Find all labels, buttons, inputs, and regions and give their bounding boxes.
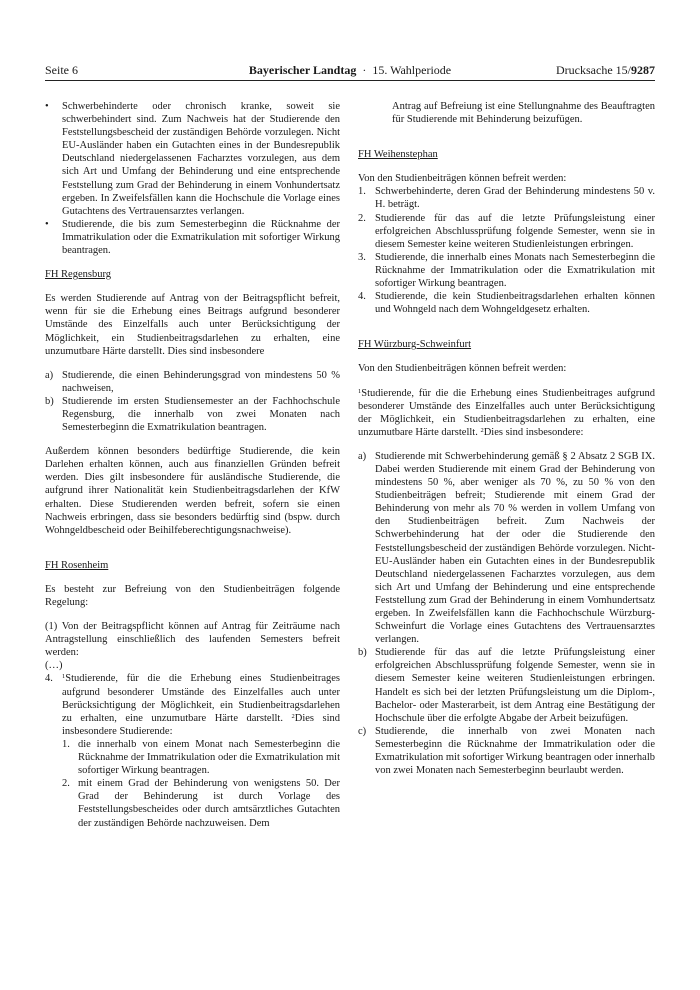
- list-marker: a): [45, 369, 54, 381]
- print-label: Drucksache 15/: [556, 63, 631, 77]
- header-rule: [45, 80, 655, 81]
- sub-list-item: [62, 777, 340, 829]
- paragraph: Von den Studienbeiträgen können befreit werden:: [358, 363, 567, 375]
- ellipsis: (…): [45, 660, 63, 672]
- print-number: 9287: [631, 63, 655, 77]
- list-marker: b): [45, 395, 54, 407]
- list-text: Studierende mit Schwerbehinderung gemäß § 2 Absatz 2 SGB IX. Dabei werden Studierende mit einem Grad der Behinderung von mindestens 50 %, aber weniger als 70 %, zu 50 % von den Studienbeiträgen befreit; Studierende mit einem Grad der Behinderung von mehr als 70 % werden in vollem Umfang von den Studienbeiträgen befreit. Zum Nachweis der Schwerbehinderung hat der oder die Studierende den Feststellungsbescheid der zuständigen Behörde vorzulegen. Nicht-EU-Ausländer haben ein Gutachten eines in der Bundesrepublik Deutschland niedergelassenen Facharztes vorzulegen, aus dem sich Art und Umfang der Behinderung und eine entsprechende Feststellung zum Grad der Behinderung in einem Vomhundertsatz ergeben. In Zweifelsfällen kann die Fachhochschule Würzburg-Schweinfurt die Vorlage eines Gutachtens des Vertrauensarztes verlangen.: [375, 450, 655, 646]
- paragraph-text: Dies sind insbesondere:: [483, 426, 584, 438]
- list-marker: 4.: [358, 291, 366, 303]
- list-marker: (1): [45, 621, 58, 633]
- right-column: [358, 100, 655, 788]
- bullet-item: [45, 100, 340, 218]
- list-item: [358, 450, 655, 646]
- list-text: mit einem Grad der Behinderung von wenigstens 50. Der Grad der Behinderung ist durch Vorlage des Feststellungsbescheides oder durch amtsärztliches Gutachten der zuständigen Behörde nachzuweisen. Dem: [78, 778, 340, 829]
- list-marker: 2.: [358, 212, 366, 224]
- page-header: [45, 62, 655, 82]
- list-item: [358, 251, 655, 290]
- continued-text: Antrag auf Befreiung ist eine Stellungnahme des Beauftragten für Studierende mit Behinderung beizufügen.: [392, 101, 655, 126]
- list-text: Von der Beitragspflicht können auf Antrag für Zeiträume nach Antragstellung einschließlich des laufenden Semesters befreit werden:: [45, 621, 341, 659]
- list-item: [358, 725, 655, 777]
- bullet-text: Schwerbehinderte oder chronisch kranke, soweit sie schwerbehindert sind. Zum Nachweis hat der Studierende den Feststellungsbescheid der zuständigen Behörde vorzulegen. Nicht EU-Ausländer haben ein Gutachten eines in der Bundesrepublik Deutschland niedergelassenen Facharztes vorzulegen, aus dem sich Art und Umfang der Behinderung und eine entsprechende Feststellung zum Grad der Behinderung in einem Vonhundertsatz ergeben. In Zweifelsfällen kann die Hochschule die Vorlage eines Gutachtens des Vertrauensarztes verlangen.: [62, 101, 340, 217]
- wuerzburg-list: [358, 450, 655, 777]
- section-heading-rosenheim: FH Rosenheim: [45, 559, 109, 571]
- list-marker: a): [358, 450, 367, 462]
- list-text: Schwerbehinderte, deren Grad der Behinderung mindestens 50 v. H. beträgt.: [375, 186, 655, 211]
- list-text: Studierende für das auf die letzte Prüfungsleistung einer erfolgreichen Abschlussprüfung folgende Semester, wenn sie in diesem Semester keine weiteren Studienleistungen erbringen.: [375, 212, 655, 250]
- list-text: Studierende, die kein Studienbeitragsdarlehen erhalten können und Wohngeld nach dem Wohngeldgesetz erhalten.: [375, 291, 655, 316]
- section-heading-wuerzburg: FH Würzburg-Schweinfurt: [358, 339, 472, 351]
- legislative-period: 15. Wahlperiode: [372, 63, 452, 77]
- bullet-text: Studierende, die bis zum Semesterbeginn die Rücknahme der Immatrikulation oder die Exmatrikulation mit sofortiger Wirkung beantragen.: [62, 218, 340, 257]
- page-number: Seite 6: [45, 63, 78, 77]
- list-marker: c): [358, 725, 367, 737]
- spacer: [45, 548, 340, 559]
- spacer: [358, 327, 655, 338]
- paragraph-text: Studierende, für die die Erhebung eines Studienbeitrages aufgrund besonderer Umstände des Einzelfalles auch unter Berücksichtigung der Möglichkeit, ein Studienbeitragsdarlehen zu erhalten, eine unzumutbare Härte darstellt.: [358, 387, 655, 438]
- list-text: Dies sind insbesondere Studierende:: [62, 712, 340, 737]
- list-text: Studierende, die einen Behinderungsgrad von mindestens 50 % nachweisen,: [62, 369, 340, 394]
- sentence-number: 1: [358, 387, 362, 395]
- list-text: Studierende, die innerhalb eines Monats nach Semesterbeginn die Rücknahme der Immatrikulation oder die Exmatrikulation mit sofortiger Wirkung beantragen.: [375, 251, 655, 290]
- list-item: [45, 369, 340, 395]
- list-text: Studierende für das auf die letzte Prüfungsleistung einer erfolgreichen Abschlussprüfung folgende Semester, wenn sie in diesem Semester keine weiteren Studienleistungen erbringen. Handelt es sich bei der letzten Prüfungsleistung um die Diplom-, Bachelor- oder Masterarbeit, ist dem Antrag eine Bestätigung der Hochschule über die erfolgte Abgabe der Arbeit beizufügen.: [375, 647, 655, 724]
- list-marker: 1.: [358, 186, 366, 198]
- sentence-number: 2: [480, 426, 484, 434]
- bullet-marker: •: [45, 101, 49, 112]
- list-text: Studierende, die innerhalb von zwei Monaten nach Semesterbeginn die Rücknahme der Immatrikulation oder die Exmatrikulation mit sofortiger Wirkung beantragen oder innerhalb von zwei Monaten nach Semesterbeginn beurlaubt werden.: [375, 725, 655, 777]
- paragraph: [358, 387, 655, 439]
- header-separator: ·: [362, 63, 367, 77]
- spacer: [358, 137, 655, 148]
- paragraph: Es besteht zur Befreiung von den Studienbeiträgen folgende Regelung:: [45, 583, 340, 608]
- list-marker: 1.: [62, 738, 70, 750]
- weihenstephan-list: [358, 185, 655, 316]
- sentence-number: 1: [62, 673, 66, 681]
- paragraph: Außerdem können besonders bedürftige Studierende, die kein Darlehen erhalten können, auch aus finanziellen Gründen befreit werden. Dies gilt insbesondere für ausländische Studierende, die aufgrund ihrer Nationalität kein Studienbeitragsdarlehen der KfW erhalten. Diese Studierenden werden befreit, sofern sie einen Nachweis erbringen, dass sie besonders bedürftig sind (bspw. durch Wohngeldbescheid oder Beihilfeberechtigungsnachweise).: [45, 446, 340, 536]
- list-item: [358, 646, 655, 725]
- list-item: [358, 212, 655, 251]
- list-text: Studierende, für die die Erhebung eines Studienbeitrages aufgrund besonderer Umstände des Einzelfalles auch unter Berücksichtigung der Möglichkeit, ein Studienbeitragsdarlehen zu erhalten, eine unzumutbare Härte darstellt.: [62, 673, 340, 724]
- list-item: [45, 395, 340, 434]
- sentence-number: 2: [291, 712, 295, 720]
- sub-list-item: [62, 738, 340, 777]
- paragraph: Von den Studienbeiträgen können befreit werden:: [358, 173, 567, 185]
- list-marker: 2.: [62, 778, 70, 790]
- regensburg-list: [45, 369, 340, 434]
- rosenheim-rule-4: [45, 672, 340, 829]
- left-column: [45, 100, 340, 830]
- section-heading-regensburg: FH Regensburg: [45, 269, 112, 281]
- rosenheim-rule-1: [45, 620, 340, 659]
- list-item: [358, 185, 655, 211]
- bullet-item: [45, 218, 340, 257]
- parliament-name: Bayerischer Landtag: [248, 63, 357, 77]
- section-heading-weihenstephan: FH Weihenstephan: [358, 149, 438, 161]
- list-marker: 4.: [45, 673, 53, 685]
- bullet-list: [45, 100, 340, 257]
- paragraph: Es werden Studierende auf Antrag von der Beitragspflicht befreit, wenn für sie die Erhebung eines Beitrags aufgrund besonderer Umstände des Einzelfalls auch unter Berücksichtigung der Möglichkeit, ein Studienbeitragsdarlehen zu erhalten, eine unzumutbare Härte darstellt. Dies sind insbesondere: [45, 293, 340, 357]
- bullet-marker: •: [45, 218, 49, 230]
- list-marker: 3.: [358, 251, 366, 263]
- print-reference: [556, 62, 655, 78]
- list-marker: b): [358, 647, 367, 659]
- list-text: die innerhalb von einem Monat nach Semesterbeginn die Rücknahme der Immatrikulation oder die Exmatrikulation mit sofortiger Wirkung beantragen.: [78, 738, 340, 777]
- list-text: Studierende im ersten Studiensemester an der Fachhochschule Regensburg, die innerhalb von zwei Monaten nach Semesterbeginn die Exmatrikulation beantragen.: [62, 395, 340, 434]
- list-item: [358, 290, 655, 316]
